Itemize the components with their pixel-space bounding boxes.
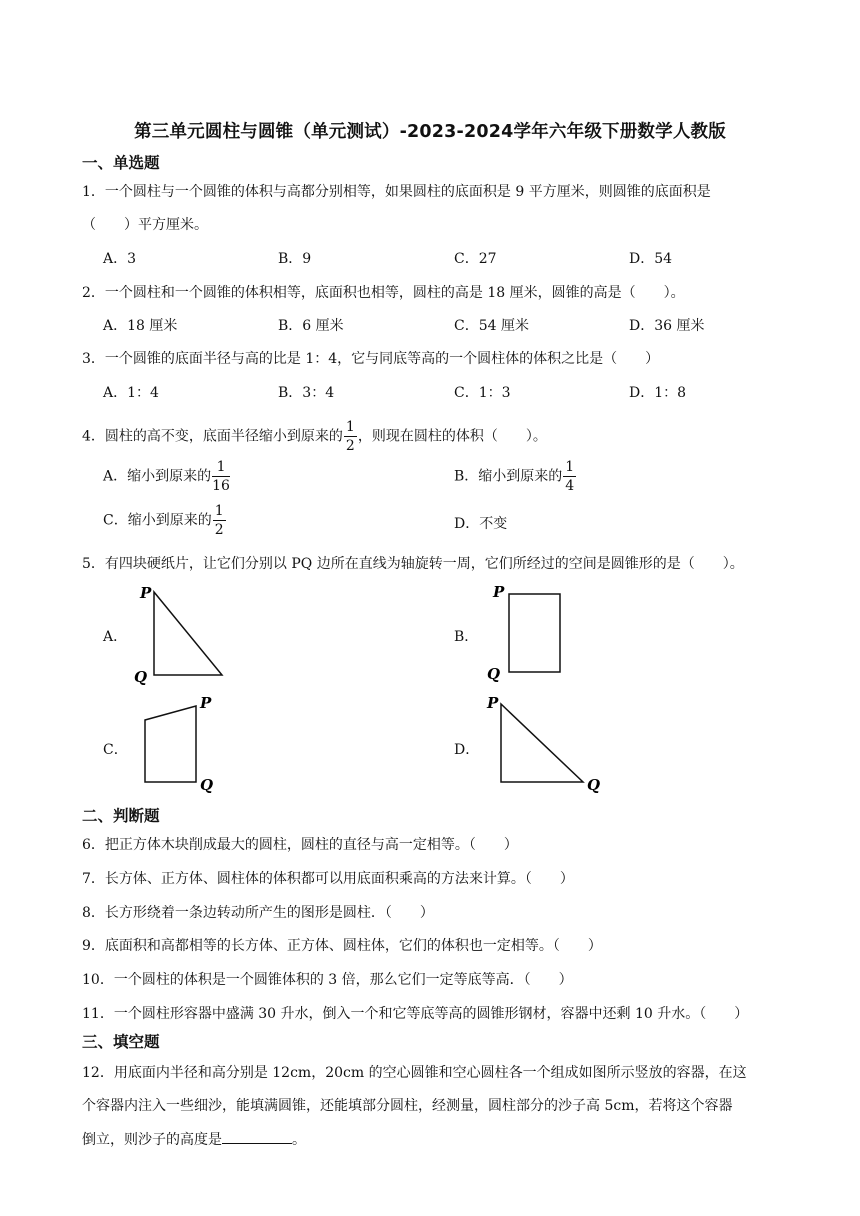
question-1-option-b: B．9 [278,251,312,267]
section-heading-single-choice: 一、单选题 [82,154,160,172]
figure-a-right-triangle [130,582,230,692]
question-11-text: 11．一个圆柱形容器中盛满 30 升水，倒入一个和它等底等高的圆锥形钢材，容器中还剩 10 升水。（ ） [82,1006,749,1022]
question-5-option-b: B． [454,629,479,645]
fraction: $\frac{1}{16}$ [212,459,230,494]
question-8-text: 8．长方形绕着一条边转动所产生的图形是圆柱．（ ） [82,905,434,921]
question-2-text: 2．一个圆柱和一个圆锥的体积相等，底面积也相等，圆柱的高是 18 厘米，圆锥的高是（ ）。 [82,285,685,301]
trapezoid-shape [145,706,196,782]
answer-blank[interactable] [222,1129,292,1144]
question-4-text-before: 4．圆柱的高不变，底面半径缩小到原来的 [82,428,343,445]
question-2-option-b: B．6 厘米 [278,318,344,334]
question-2-option-c: C．54 厘米 [454,318,529,334]
question-1-option-d: D．54 [629,251,673,267]
point-p-label: P [200,694,212,712]
question-7-text: 7．长方体、正方体、圆柱体的体积都可以用底面积乘高的方法来计算。（ ） [82,871,574,887]
fraction: $\frac{1}{4}$ [565,459,575,494]
point-q-label: Q [487,665,501,683]
question-1-option-c: C．27 [454,251,497,267]
section-heading-true-false: 二、判断题 [82,807,160,825]
question-9-text: 9．底面积和高都相等的长方体、正方体、圆柱体，它们的体积也一定相等。（ ） [82,938,602,954]
question-3-text: 3．一个圆锥的底面半径与高的比是 1：4，它与同底等高的一个圆柱体的体积之比是（ ） [82,351,660,367]
figure-b-rectangle [483,580,573,690]
question-1-option-a: A．3 [103,251,137,267]
question-6-text: 6．把正方体木块削成最大的圆柱，圆柱的直径与高一定相等。（ ） [82,837,518,853]
question-5-option-d: D． [454,742,480,758]
question-4-text [82,420,547,453]
question-5-option-c: C． [103,742,128,758]
question-2-option-a: A．18 厘米 [103,318,178,334]
question-4-option-b: B．缩小到原来的 $\frac{1}{4}$ [454,459,575,494]
question-3-option-d: D．1：8 [629,385,687,401]
point-q-label: Q [134,668,148,686]
rectangle-shape [509,594,560,672]
question-5-option-a: A． [103,629,128,645]
figure-d-right-triangle [483,690,613,800]
question-12-text: 12．用底面内半径和高分别是 12cm，20cm 的空心圆锥和空心圆柱各一个组成如图所示竖放的容器，在这 [82,1065,747,1081]
point-p-label: P [493,583,505,601]
question-4-option-a: A．缩小到原来的 $\frac{1}{16}$ [103,459,230,494]
triangle-shape [501,704,583,782]
question-5-text: 5．有四块硬纸片，让它们分别以 PQ 边所在直线为轴旋转一周，它们所经过的空间是圆锥形的是（ ）。 [82,556,744,572]
page-title: 第三单元圆柱与圆锥（单元测试）-2023-2024学年六年级下册数学人教版 [134,122,726,142]
question-4-text-after: ，则现在圆柱的体积（ ）。 [357,428,547,445]
point-q-label: Q [200,776,214,794]
section-heading-fill-blank: 三、填空题 [82,1033,160,1051]
triangle-shape [154,592,222,675]
fraction: $\frac{1}{2}$ [214,503,224,538]
question-1-text-cont: （ ）平方厘米。 [82,217,208,233]
point-p-label: P [140,584,152,602]
question-12-text-end: 倒立，则沙子的高度是 。 [82,1129,306,1149]
point-p-label: P [487,694,499,712]
question-3-option-c: C．1：3 [454,385,511,401]
fraction: $\frac{1}{2}$ [345,419,355,454]
question-4-option-d: D．不变 [454,516,508,532]
question-3-option-a: A．1：4 [103,385,159,401]
question-10-text: 10．一个圆柱的体积是一个圆锥体积的 3 倍，那么它们一定等底等高．（ ） [82,972,573,988]
point-q-label: Q [587,776,601,794]
question-2-option-d: D．36 厘米 [629,318,705,334]
figure-c-trapezoid [140,690,230,800]
question-1-text: 1．一个圆柱与一个圆锥的体积与高都分别相等，如果圆柱的底面积是 9 平方厘米，则圆锥的底面积是 [82,184,711,200]
question-3-option-b: B．3：4 [278,385,335,401]
question-12-text-cont: 个容器内注入一些细沙，能填满圆锥，还能填部分圆柱，经测量，圆柱部分的沙子高 5cm，若将这个容器 [82,1098,733,1114]
question-4-option-c: C．缩小到原来的 $\frac{1}{2}$ [103,503,224,538]
